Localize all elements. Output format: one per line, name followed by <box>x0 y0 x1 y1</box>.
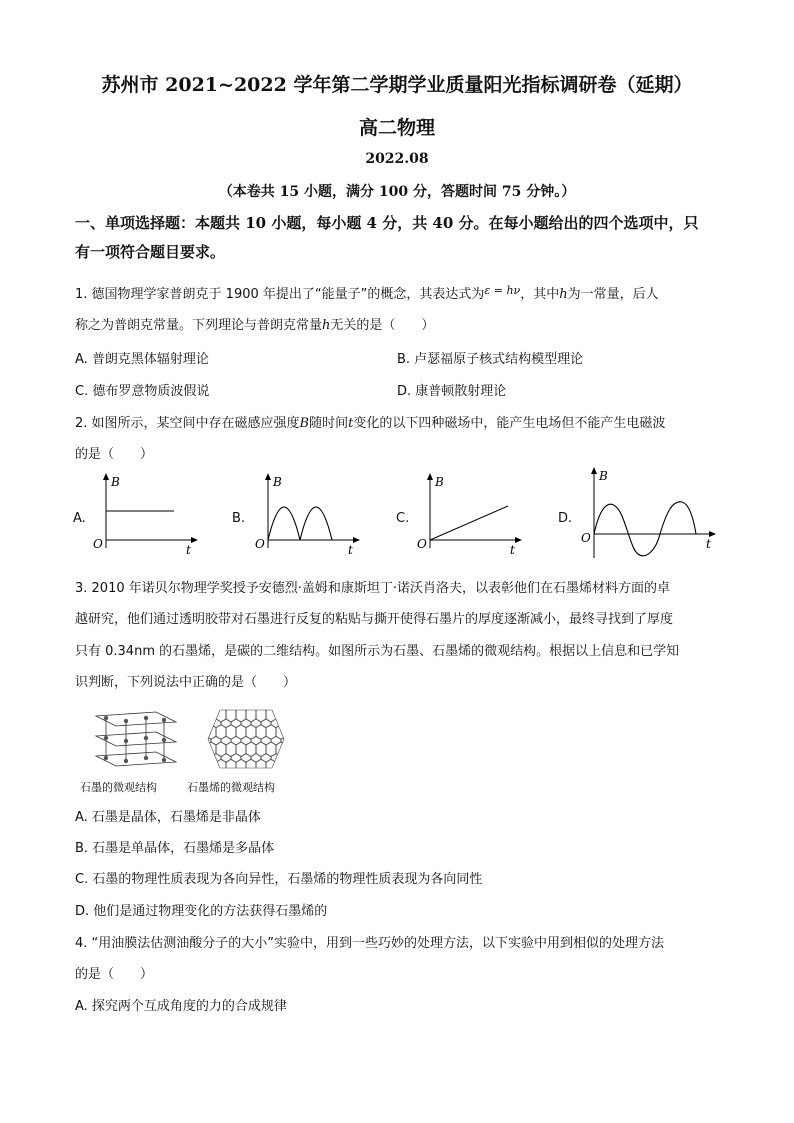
graphene-structure-image <box>206 706 286 772</box>
q2-graph-label-d[interactable]: D. <box>558 511 573 526</box>
exam-date: 2022.08 <box>365 151 429 167</box>
q2-c-axis-x: t <box>510 543 515 556</box>
q1-option-a[interactable]: A. 普朗克黑体辐射理论 <box>75 352 209 367</box>
q2-c-origin: O <box>417 537 427 551</box>
q2-graph-c <box>412 470 524 556</box>
q1-text-d: 称之为普朗克常量。下列理论与普朗克常量 <box>75 318 323 333</box>
q2-line2: 的是（ ） <box>75 447 154 462</box>
q3-option-a[interactable]: A. 石墨是晶体，石墨烯是非晶体 <box>75 810 261 825</box>
q1-option-c[interactable]: C. 德布罗意物质波假说 <box>75 384 210 399</box>
section-heading-line1: 一、单项选择题：本题共 10 小题，每小题 4 分，共 40 分。在每小题给出的四个选项中，只 <box>75 214 699 232</box>
q2-b-origin: O <box>255 537 265 551</box>
q2-a-axis-x: t <box>186 543 191 556</box>
caption-graphene: 石墨烯的微观结构 <box>187 781 275 794</box>
q3-option-b[interactable]: B. 石墨是单晶体，石墨烯是多晶体 <box>75 841 275 856</box>
q2-text-a: 2. 如图所示，某空间中存在磁感应强度 <box>75 416 300 431</box>
q1-text-e: 无关的是（ ） <box>330 318 435 333</box>
q1-option-d[interactable]: D. 康普顿散射理论 <box>397 384 507 399</box>
q1-text-a: 1. 德国物理学家普朗克于 1900 年提出了“能量子”的概念，其表达式为 <box>75 287 485 302</box>
q2-text-c: 变化的以下四种磁场中，能产生电场但不能产生电磁波 <box>353 416 666 431</box>
q2-d-axis-x: t <box>706 537 711 551</box>
q4-line1: 4. “用油膜法估测油酸分子的大小”实验中，用到一些巧妙的处理方法，以下实验中用到相似的处理方法 <box>75 936 665 951</box>
q1-text-b: ，其中 <box>520 287 560 302</box>
q3-option-c[interactable]: C. 石墨的物理性质表现为各向异性，石墨烯的物理性质表现为各向同性 <box>75 872 483 887</box>
q2-b-axis-x: t <box>348 543 353 556</box>
q2-b-axis-y: B <box>273 475 282 489</box>
q1-h: h <box>559 287 568 302</box>
q4-line2: 的是（ ） <box>75 967 154 982</box>
q2-c-axis-y: B <box>435 475 444 489</box>
q1-text-c: 为一常量，后人 <box>567 287 659 302</box>
q2-a-axis-y: B <box>111 475 120 489</box>
q2-B: B <box>299 416 310 431</box>
section-heading <box>75 209 725 267</box>
q3-line1: 3. 2010 年诺贝尔物理学奖授予安德烈·盖姆和康斯坦丁·诺沃肖洛夫，以表彰他们在石墨烯材料方面的卓 <box>75 581 671 596</box>
q2-d-origin: O <box>581 531 591 545</box>
q1-line1 <box>75 283 659 302</box>
q1-formula: ε = hν <box>484 284 521 297</box>
q2-d-axis-y: B <box>599 469 608 483</box>
q4-option-a[interactable]: A. 探究两个互成角度的力的合成规律 <box>75 999 287 1014</box>
q3-option-d[interactable]: D. 他们是通过物理变化的方法获得石墨烯的 <box>75 904 328 919</box>
exam-note: （本卷共 15 小题，满分 100 分，答题时间 75 分钟。） <box>218 184 576 200</box>
graphite-structure-image <box>86 706 182 772</box>
exam-title: 苏州市 2021~2022 学年第二学期学业质量阳光指标调研卷（延期） <box>101 74 693 96</box>
q2-graph-label-c[interactable]: C. <box>396 511 410 526</box>
q2-t: t <box>348 416 354 431</box>
q1-line2 <box>75 314 434 333</box>
q2-graph-label-b[interactable]: B. <box>232 511 246 526</box>
exam-subtitle: 高二物理 <box>358 117 435 139</box>
caption-graphite: 石墨的微观结构 <box>80 781 157 794</box>
q2-graph-b <box>250 470 362 556</box>
q2-graph-a <box>88 470 200 556</box>
q3-line4: 识判断，下列说法中正确的是（ ） <box>75 675 297 690</box>
q2-graph-label-a[interactable]: A. <box>73 511 86 526</box>
q1-h2: h <box>322 318 331 333</box>
q2-text-b: 随时间 <box>309 416 349 431</box>
q2-a-origin: O <box>93 537 103 551</box>
q2-graph-d <box>576 464 718 560</box>
q3-line2: 越研究，他们通过透明胶带对石墨进行反复的粘贴与撕开使得石墨片的厚度逐渐减小，最终寻找到了厚度 <box>75 612 674 627</box>
q1-option-b[interactable]: B. 卢瑟福原子核式结构模型理论 <box>397 352 584 367</box>
q3-line3: 只有 0.34nm 的石墨烯，是碳的二维结构。如图所示为石墨、石墨烯的微观结构。根据以上信息和已学知 <box>75 644 680 659</box>
q2-line1 <box>75 412 665 431</box>
section-heading-line2: 有一项符合题目要求。 <box>75 243 226 261</box>
